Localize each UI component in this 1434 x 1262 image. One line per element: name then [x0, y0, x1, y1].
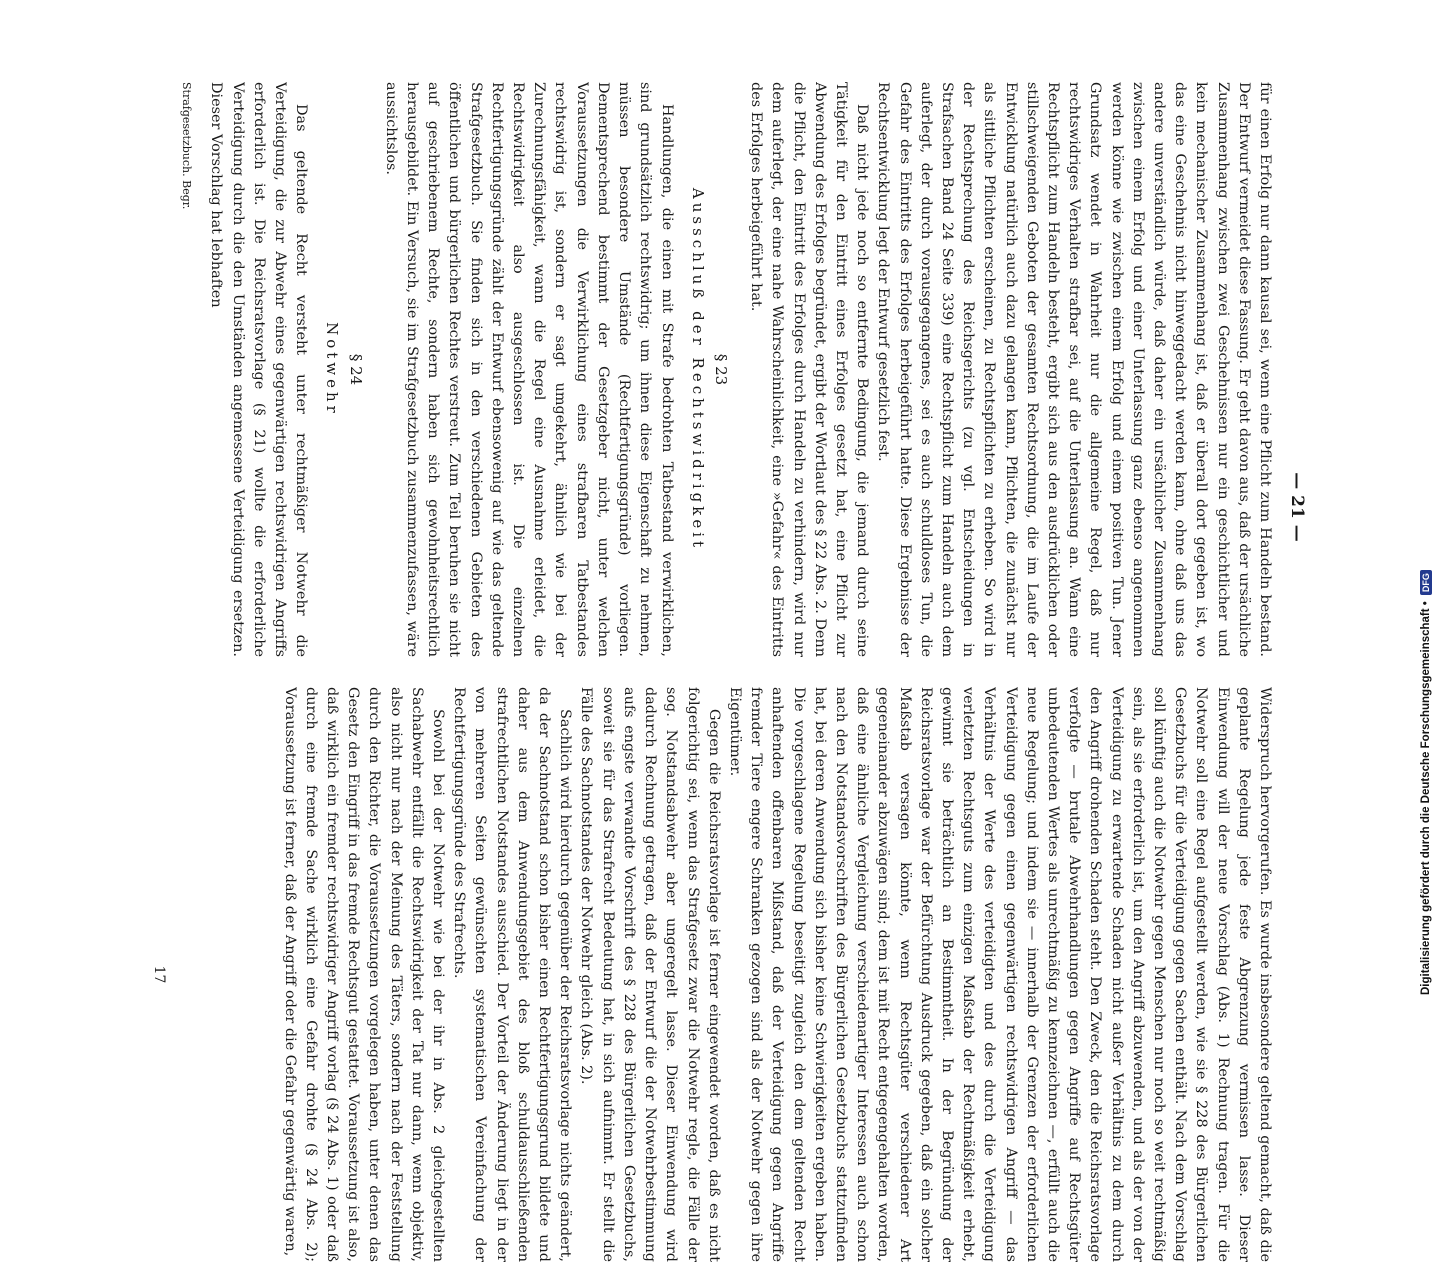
section-24-text: Das geltende Recht versteht unter rechtmäßiger Notwehr die Verteidigung, die zur Abwehr eines gegenwärtigen rechtswidrigen Angriffs erforderlich ist. Die Reichsratsvorlage (§ 21) wollte die erforderliche Verteidigung durch die den Umständen angemessene Verteidigung ersetzen. Dieser Vorschlag hat lebhaften: [208, 82, 310, 657]
page-header: [1277, 82, 1307, 932]
paragraph: für einen Erfolg nur dann kausal sei, wenn eine Pflicht zum Handeln bestand. Der Entwurf vermeidet diese Fassung. Er geht davon aus, daß der ursächliche Zusammenhang zwischen zwei Geschehnissen nur ein geschichtlicher und kein mechanischer Zusammenhang ist, daß er überall dort gegeben ist, wo das eine Geschehnis nicht hinweggedacht werden kann, ohne daß uns das andere unverständlich würde, daß daher ein ursächlicher Zusammenhang zwischen einem Erfolg und einer Unterlassung ganz ebenso angenommen werden könne wie zwischen einem Erfolg und einem positiven Tun. Jener Grundsatz wendet in Wahrheit nur die allgemeine Regel, daß nur rechtswidriges Verhalten strafbar sei, auf die Unterlassung an. Wann eine Rechtspflicht zum Handeln besteht, ergibt sich aus den ausdrücklichen oder stillschweigenden Geboten der gesamten Rechtsordnung, die im Laufe der Entwicklung natürlich auch dazu gelangen kann, Pflichten, die zunächst nur als sittliche Pflichten erscheinen, zu Rechtspflichten zu erheben. So wird in der Rechtsprechung des Reichsgerichts (zu vgl. Entscheidungen in Strafsachen Band 24 Seite 339) eine Rechtspflicht zum Handeln auch dem auferlegt, der durch vorausgegangenes, sei es auch schuldloses Tun, die Gefahr des Eintritts des Erfolges herbeigeführt hatte. Diese Ergebnisse der Rechtsentwicklung legt der Entwurf gesetzlich fest.: [875, 82, 1273, 657]
section-23-text: Handlungen, die einen mit Strafe bedrohten Tatbestand verwirklichen, sind grundsätzlich rechtswidrig; um ihnen diese Eigenschaft zu nehmen, müssen besondere Umstände (Rechtfertigungsgründe) vorliegen. Dementsprechend bestimmt der Gesetzgeber nicht, unter welchen Voraussetzungen die Verwirklichung eines strafbaren Tatbestandes rechtswidrig ist, sondern er sagt umgekehrt, ähnlich wie bei der Zurechnungsfähigkeit, wann die Regel eine Ausnahme erleidet, die Rechtswidrigkeit also ausgeschlossen ist. Die einzelnen Rechtfertigungsgründe zählt der Entwurf ebensowenig auf wie das geltende Strafgesetzbuch. Sie finden sich in den verschiedenen Gebieten des öffentlichen und bürgerlichen Rechtes verstreut. Zum Teil beruhen sie nicht auf geschriebenem Rechte, sondern haben sich gewohnheitsrechtlich herausgebildet. Ein Versuch, sie im Strafgesetzbuch zusammenzufassen, wäre aussichtslos.: [382, 82, 675, 657]
page-footer-mark: 17: [151, 965, 167, 984]
page-number: — 21 —: [1287, 472, 1307, 542]
paragraph: Daß nicht jede noch so entfernte Bedingung, die jemand durch seine Tätigkeit für den Eintritt eines Erfolges gesetzt hat, eine Pflicht zur Abwendung des Erfolges begründet, ergibt der Wortlaut des § 22 Abs. 2. Denn die Pflicht, den Eintritt des Erfolges durch Handeln zu verhindern, wird nur dem auferlegt, der eine nahe Wahrscheinlichkeit, eine »Gefahr« des Eintritts des Erfolges herbeigeführt hat.: [748, 82, 871, 657]
section-23-heading: § 23: [711, 353, 730, 386]
section-24-title: Notwehr: [323, 322, 342, 417]
digitization-note: [1418, 10, 1434, 995]
paragraph: Sachlich wird hierdurch gegenüber der Reichsratsvorlage nichts geändert, da der Sachnotstand schon bisher einen Rechtfertigungsgrund bildete und daher aus dem Anwendungsgebiet des bloß schuldausschließenden strafrechtlichen Notstandes ausschied. Der Vorteil der Änderung liegt in der von mehreren Seiten gewünschten systematischen Vereinfachung der Rechtfertigungsgründe des Strafrechts.: [451, 687, 574, 1262]
printed-page: [117, 82, 1307, 1262]
section-23-title: Ausschluß der Rechtswidrigkeit: [688, 187, 707, 552]
footnote: Strafgesetzbuch. Begr.: [180, 82, 194, 210]
digitization-note-text: Digitalisierung gefördert durch die Deutsche Forschungsgemeinschaft •: [1420, 601, 1432, 995]
left-column: [125, 82, 1275, 657]
paragraph: Sowohl bei der Notwehr wie bei der ihr in Abs. 2 gleichgestellten Sachabwehr entfällt die Rechtswidrigkeit der Tat nur dann, wenn objektiv, also nicht nur nach der Meinung des Täters, sondern nach der Feststellung durch den Richter, die Voraussetzungen vorgelegen haben, unter denen das Gesetz den Eingriff in das fremde Rechtsgut gestattet. Voraussetzung ist also, daß wirklich ein fremder rechtswidriger Angriff vorlag (§ 24 Abs. 1) oder daß durch eine fremde Sache wirklich eine Gefahr drohte (§ 24 Abs. 2); Voraussetzung ist ferner, daß der Angriff oder die Gefahr gegenwärtig waren,: [281, 687, 447, 1262]
right-column: [125, 687, 1275, 1262]
dfg-logo: DFG: [1420, 570, 1432, 595]
paragraph: Gegen die Reichsratsvorlage ist ferner eingewendet worden, daß es nicht folgerichtig sei, wenn das Strafgesetz zwar die Notwehr regle, die Fälle der sog. Notstandsabwehr aber ungeregelt lasse. Dieser Einwendung wird dadurch Rechnung getragen, daß der Entwurf die der Notwehrbestimmung aufs engste verwandte Vorschrift des § 228 des Bürgerlichen Gesetzbuchs, soweit sie für das Strafrecht Bedeutung hat, in sich aufnimmt. Er stellt die Fälle des Sachnotstandes der Notwehr gleich (Abs. 2).: [578, 687, 722, 1262]
paragraph: Widerspruch hervorgerufen. Es wurde insbesondere geltend gemacht, daß die geplante Regelung jede feste Abgrenzung vermissen lasse. Dieser Einwendung will der neue Vorschlag (Abs. 1) Rechnung tragen. Für die Notwehr soll eine Regel aufgestellt werden, wie sie § 228 des Bürgerlichen Gesetzbuchs für die Verteidigung gegen Sachen enthält. Nach dem Vorschlag soll künftig auch die Notwehr gegen Menschen nur noch so weit rechtmäßig sein, als sie erforderlich ist, um den Angriff abzuwenden, und als der von der Verteidigung zu erwartende Schaden nicht außer Verhältnis zu dem durch den Angriff drohenden Schaden steht. Den Zweck, den die Reichsratsvorlage verfolgte — brutale Abwehrhandlungen gegen Angriffe auf Rechtsgüter unbedeutenden Wertes als unrechtmäßig zu kennzeichnen —, erfüllt auch die neue Regelung; und indem sie — innerhalb der Grenzen der erforderlichen Verteidigung gegen einen gegenwärtigen rechtswidrigen Angriff — das Verhältnis der Werte des verteidigten und des durch die Verteidigung verletzten Rechtsguts zum einzigen Maßstab der Rechtmäßigkeit erhebt, gewinnt sie beträchtlich an Bestimmtheit. In der Begründung der Reichsratsvorlage war der Befürchtung Ausdruck gegeben, daß ein solcher Maßstab versagen könnte, wenn Rechtsgüter verschiedener Art gegeneinander abzuwägen sind; dem ist mit Recht entgegengehalten worden, daß eine ähnliche Vergleichung verschiedenartiger Interessen auch schon nach den Notstandsvorschriften des Bürgerlichen Gesetzbuchs stattzufinden hat, bei deren Anwendung sich bisher keine Schwierigkeiten ergeben haben. Die vorgeschlagene Regelung beseitigt zugleich den dem geltenden Recht anhaftenden offenbaren Mißstand, daß der Verteidigung gegen Angriffe fremder Tiere engere Schranken gezogen sind als der Notwehr gegen ihre Eigentümer.: [726, 687, 1273, 1262]
section-24-heading: § 24: [346, 353, 365, 386]
